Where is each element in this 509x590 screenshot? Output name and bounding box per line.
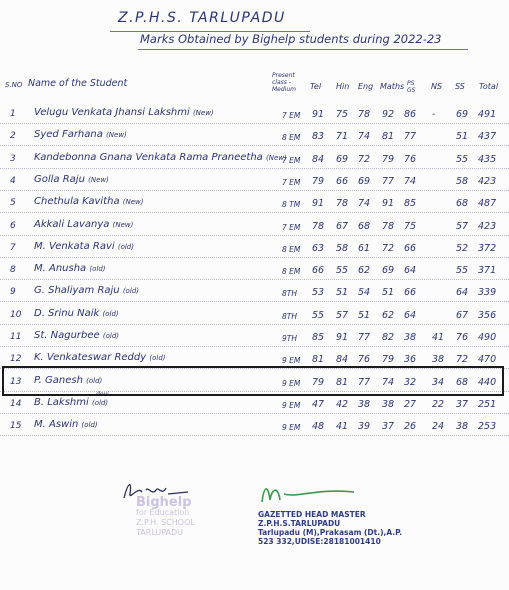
col-ss: SS: [455, 82, 465, 91]
cell-hin: 75: [336, 109, 349, 120]
col-total: Total: [479, 82, 499, 91]
col-class: Present class -Medium: [272, 72, 296, 93]
student-tag: (old): [89, 265, 106, 274]
cell-class: 9 EM: [282, 356, 301, 366]
cell-maths: 37: [382, 421, 395, 433]
table-row: [0, 390, 509, 416]
student-tag: (old): [117, 242, 134, 251]
cell-ss: 58: [456, 175, 469, 187]
col-tel: Tel: [310, 82, 322, 91]
cell-hin: 84: [336, 354, 349, 366]
student-tag: (old): [102, 309, 119, 318]
col-ns: NS: [431, 82, 443, 91]
cell-class: 7 EM: [282, 111, 301, 120]
student-tag: (New): [192, 109, 214, 117]
cell-total: 490: [478, 332, 497, 343]
table-row: [0, 171, 509, 193]
student-name: D. Srinu Naik: [34, 307, 100, 319]
cell-hin: 66: [336, 175, 349, 187]
cell-class: 9 EM: [282, 400, 301, 410]
student-tag: (old): [149, 354, 166, 363]
student-name: Kandebonna Gnana Venkata Rama Praneetha: [34, 151, 263, 163]
cell-tel: 91: [312, 198, 325, 210]
table-row: [0, 193, 509, 215]
cell-ps: 27: [404, 398, 417, 410]
cell-eng: 51: [358, 309, 371, 321]
cell-name: [34, 152, 287, 163]
student-tag: (old): [91, 398, 109, 407]
col-maths: Maths: [380, 82, 405, 91]
table-row: [0, 126, 509, 148]
cell-name: [34, 352, 166, 363]
cell-eng: 78: [358, 109, 371, 120]
cell-name: [34, 241, 134, 252]
cell-class: 8 EM: [282, 133, 301, 143]
cell-maths: 79: [382, 354, 395, 366]
cell-ps: 77: [404, 131, 417, 143]
cell-eng: 72: [358, 153, 371, 165]
cell-name: [34, 419, 98, 430]
student-name: Akkali Lavanya: [34, 218, 110, 230]
cell-ps: 74: [404, 175, 417, 187]
cell-sno: 9: [10, 287, 16, 298]
cell-ps: 26: [404, 421, 417, 433]
cell-maths: 82: [382, 332, 395, 343]
cell-ns: 38: [432, 354, 445, 366]
table-row: [0, 282, 509, 304]
col-name: Name of the Student: [28, 78, 128, 89]
cell-hin: 71: [336, 131, 349, 143]
student-tag: (old): [86, 376, 103, 385]
cell-tel: 85: [312, 332, 325, 343]
cell-eng: 68: [358, 220, 371, 232]
cell-eng: 77: [358, 376, 371, 388]
table-row: [0, 260, 509, 282]
cell-total: 251: [478, 398, 497, 410]
cell-eng: 69: [358, 175, 371, 187]
cell-class: 8 EM: [282, 244, 301, 254]
student-name: St. Nagurbee: [34, 330, 100, 341]
hm-stamp-line1: GAZETTED HEAD MASTER: [258, 510, 366, 519]
cell-ps: 36: [404, 354, 417, 366]
cell-sno: 14: [10, 398, 22, 409]
cell-ps: 85: [404, 198, 417, 210]
cell-maths: 62: [382, 309, 395, 321]
cell-class: 8TH: [282, 289, 297, 299]
cell-total: 339: [478, 287, 497, 299]
cell-eng: 74: [358, 198, 371, 210]
cell-ss: 38: [456, 421, 469, 433]
cell-eng: 77: [358, 332, 371, 343]
cell-ss: 76: [456, 332, 469, 343]
student-name: Velugu Venkata Jhansi Lakshmi: [34, 107, 190, 118]
cell-name: [34, 330, 119, 341]
cell-ns: 34: [432, 376, 445, 388]
cell-class: 8TH: [282, 311, 297, 321]
col-eng: Eng: [358, 82, 374, 91]
student-name: B. Lakshmi: [34, 396, 89, 408]
bighelp-stamp: [136, 495, 246, 548]
cell-hin: 69: [336, 153, 349, 165]
cell-ss: 57: [456, 220, 469, 232]
bighelp-stamp-line4: TARLUPADU: [136, 528, 184, 537]
cell-ps: 64: [404, 265, 417, 277]
student-name: G. Shaliyam Raju: [34, 285, 120, 297]
table-row: [0, 216, 509, 238]
cell-maths: 72: [382, 242, 395, 254]
student-name: M. Venkata Ravi: [34, 240, 115, 252]
cell-ss: 55: [456, 265, 469, 277]
cell-hin: 57: [336, 309, 349, 321]
cell-name: [34, 107, 214, 118]
cell-maths: 92: [382, 109, 395, 120]
cell-maths: 78: [382, 220, 395, 232]
cell-tel: 53: [312, 287, 325, 299]
cell-total: 437: [478, 131, 497, 143]
headmaster-stamp: [258, 480, 418, 546]
cell-total: 423: [478, 175, 497, 187]
cell-name: [34, 390, 109, 408]
school-title: Z.P.H.S. TARLUPADU: [118, 10, 286, 26]
cell-sno: 12: [10, 354, 22, 365]
cell-total: 470: [478, 354, 497, 366]
cell-class: 7 EM: [282, 177, 301, 187]
student-tag: (New): [265, 153, 287, 162]
cell-total: 356: [478, 309, 497, 321]
cell-sno: 4: [10, 175, 16, 186]
cell-ps: 32: [404, 376, 417, 388]
cell-total: 491: [478, 109, 497, 120]
cell-sno: 1: [10, 109, 16, 119]
table-row: [0, 104, 509, 126]
cell-name: [34, 219, 133, 230]
cell-ss: 37: [456, 398, 469, 410]
cell-ps: 86: [404, 109, 417, 120]
cell-ns: 22: [432, 398, 445, 410]
cell-eng: 54: [358, 287, 371, 299]
cell-ns: -: [432, 109, 436, 120]
cell-maths: 74: [382, 376, 395, 388]
cell-name: [34, 174, 109, 185]
cell-total: 371: [478, 265, 497, 277]
cell-ss: 68: [456, 376, 469, 388]
table-row: [0, 238, 509, 260]
cell-sno: 10: [10, 309, 22, 320]
cell-tel: 91: [312, 109, 325, 120]
cell-eng: 74: [358, 131, 371, 143]
cell-ns: 24: [432, 421, 445, 433]
student-name: K. Venkateswar Reddy: [34, 352, 147, 364]
cell-tel: 78: [312, 220, 325, 232]
student-tag: (New): [112, 220, 134, 229]
cell-maths: 51: [382, 287, 395, 299]
cell-maths: 79: [382, 153, 395, 165]
cell-tel: 83: [312, 131, 325, 143]
student-name: Syed Farhana: [34, 129, 103, 141]
cell-tel: 47: [312, 398, 325, 410]
cell-ps: 66: [404, 242, 417, 254]
cell-name: [34, 308, 119, 319]
cell-ss: 69: [456, 109, 469, 120]
student-name: M. Aswin: [34, 419, 79, 431]
highlighted-row-box: [2, 366, 504, 396]
cell-sno: 7: [10, 242, 16, 253]
cell-total: 372: [478, 242, 497, 254]
cell-tel: 66: [312, 265, 325, 277]
cell-ps: 75: [404, 220, 417, 232]
cell-maths: 77: [382, 175, 395, 187]
cell-eng: 39: [358, 421, 371, 433]
table-row: [0, 149, 509, 171]
cell-maths: 81: [382, 131, 395, 143]
cell-ss: 51: [456, 131, 469, 143]
student-tag: (New): [106, 131, 127, 140]
cell-ss: 68: [456, 198, 469, 210]
cell-total: 440: [478, 376, 497, 388]
student-name: P. Ganesh: [34, 374, 83, 386]
bighelp-stamp-line2: for Education: [136, 508, 190, 517]
cell-maths: 38: [382, 398, 395, 410]
student-tag: (old): [81, 421, 98, 430]
cell-total: 435: [478, 153, 497, 165]
cell-total: 487: [478, 198, 497, 210]
subtitle-underline: [138, 49, 468, 50]
cell-class: 8 EM: [282, 267, 301, 277]
student-tag: (old): [122, 287, 139, 296]
cell-eng: 38: [358, 398, 371, 410]
cell-total: 423: [478, 220, 497, 232]
hm-stamp-line3: Tarlupadu (M),Prakasam (Dt.),A.P.: [258, 528, 403, 537]
cell-ss: 55: [456, 153, 469, 165]
cell-hin: 42: [336, 398, 349, 410]
student-tag: (old): [102, 332, 120, 340]
cell-tel: 55: [312, 309, 325, 321]
table-row: [0, 305, 509, 327]
cell-eng: 76: [358, 354, 371, 366]
cell-hin: 55: [336, 265, 349, 277]
hm-stamp-line4: 523 332,UDISE:28181001410: [258, 537, 381, 546]
headmaster-signature-icon: [258, 480, 358, 508]
cell-hin: 91: [336, 332, 349, 343]
sheet-subtitle: Marks Obtained by Bighelp students during 2022-23: [140, 32, 442, 46]
col-hin: Hin: [336, 82, 350, 91]
cell-eng: 62: [358, 265, 371, 277]
table-row: [0, 416, 509, 438]
hm-stamp-line2: Z.P.H.S.TARLUPADU: [258, 519, 341, 528]
cell-total: 253: [478, 421, 497, 433]
cell-tel: 84: [312, 153, 325, 165]
cell-sno: 13: [10, 376, 22, 387]
cell-name: [34, 129, 127, 140]
cell-sno: 11: [10, 332, 22, 342]
cell-sno: 8: [10, 265, 16, 276]
student-name: Golla Raju: [34, 173, 85, 185]
col-sno: S.NO: [5, 81, 23, 89]
table-row: [0, 327, 509, 349]
cell-ps: 66: [404, 287, 417, 299]
student-tag: (New): [122, 198, 144, 207]
cell-hin: 67: [336, 220, 349, 232]
student-tag-extra: devi: [96, 390, 109, 398]
cell-sno: 2: [10, 131, 16, 142]
cell-sno: 5: [10, 198, 16, 209]
cell-class: 7 EM: [282, 155, 301, 165]
cell-ss: 52: [456, 242, 469, 254]
cell-name: [34, 285, 139, 296]
cell-ns: 41: [432, 332, 445, 343]
cell-ss: 72: [456, 354, 469, 366]
cell-ss: 67: [456, 309, 469, 321]
cell-class: 7 EM: [282, 222, 301, 232]
cell-class: 9 EM: [282, 423, 301, 433]
cell-eng: 61: [358, 242, 371, 254]
cell-maths: 91: [382, 198, 395, 210]
cell-tel: 63: [312, 242, 325, 254]
cell-sno: 15: [10, 421, 22, 432]
cell-name: [34, 263, 106, 274]
col-ps-gs: PS GS: [407, 80, 416, 94]
bighelp-stamp-line1: Bighelp: [136, 495, 192, 510]
student-name: Chethula Kavitha: [34, 196, 120, 208]
bighelp-stamp-line3: Z.P.H. SCHOOL: [136, 518, 195, 527]
cell-sno: 6: [10, 220, 16, 231]
cell-hin: 41: [336, 421, 349, 433]
cell-tel: 81: [312, 354, 325, 366]
cell-hin: 81: [336, 376, 349, 388]
cell-maths: 69: [382, 265, 395, 277]
cell-name: [34, 196, 144, 207]
student-name: M. Anusha: [34, 263, 87, 275]
cell-tel: 79: [312, 175, 325, 187]
cell-class: 9TH: [282, 334, 297, 343]
cell-ps: 38: [404, 332, 417, 343]
cell-tel: 79: [312, 376, 325, 388]
cell-sno: 3: [10, 153, 16, 164]
student-tag: (New): [88, 175, 109, 184]
cell-tel: 48: [312, 421, 325, 433]
cell-hin: 58: [336, 242, 349, 254]
cell-ps: 64: [404, 309, 417, 321]
cell-class: 9 EM: [282, 378, 301, 388]
cell-ss: 64: [456, 287, 469, 299]
cell-class: 8 TM: [282, 200, 301, 210]
cell-ps: 76: [404, 153, 417, 165]
cell-hin: 51: [336, 287, 349, 299]
cell-hin: 78: [336, 198, 349, 210]
